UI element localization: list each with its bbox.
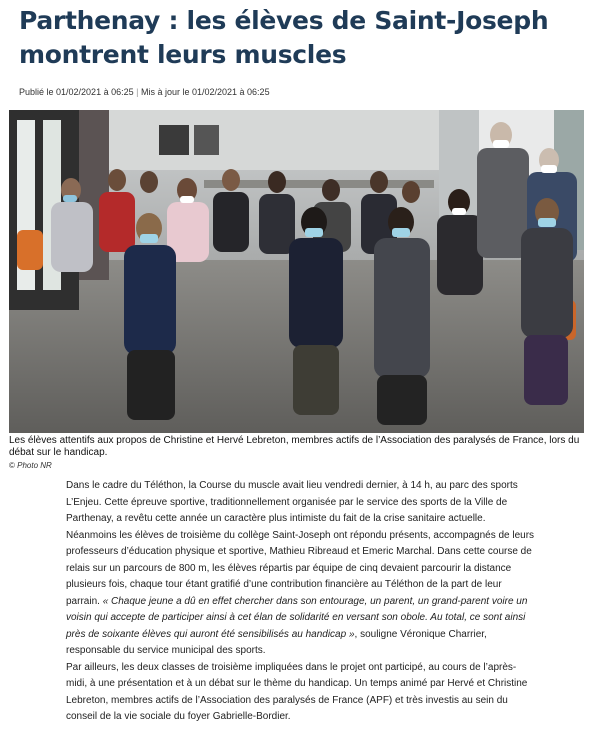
date-separator: | [136, 87, 139, 97]
article-body [66, 478, 536, 726]
photo-credit-text: Photo NR [17, 461, 52, 470]
updated-date: Mis à jour le 01/02/2021 à 06:25 [140, 87, 270, 97]
paragraph-1: Dans le cadre du Téléthon, la Course du muscle avait lieu vendredi dernier, à 14 h, au parc des sports L’Enjeu. Cette épreuve sportive, traditionnellement organisée par le service des sports de la Ville de Parthenay, a revêtu cette année un caractère plus intimiste du fait de la crise sanitaire actuelle. [66, 480, 518, 524]
paragraph-3: Par ailleurs, les deux classes de troisième impliquées dans le projet ont participé, au cours de l’après-midi, à une présentation et à un débat sur le thème du handicap. Un temps animé par Hervé et Christine Lebreton, membres actifs de l’Association des paralysés de France (APF) et très investis au sein du conseil de la vie sociale du foyer Gabrielle-Bordier. [66, 661, 528, 722]
article-dates [19, 87, 270, 97]
photo-caption: Les élèves attentifs aux propos de Christine et Hervé Lebreton, membres actifs de l’Association des paralysés de France, lors du débat sur le handicap. [9, 435, 580, 458]
paragraph-2-attribution: , souligne Véronique Charrier, responsable du service municipal des sports. [66, 628, 487, 656]
article-title: Parthenay : les élèves de Saint-Joseph montrent leurs muscles [19, 6, 549, 69]
article-photo [9, 110, 584, 433]
quote: « Chaque jeune a dû en effet chercher dans son entourage, un parent, un grand-parent voire un voisin qui accepte de participer ainsi à cet élan de solidarité en versant son obole. Au total, ce sont ainsi près de soixante élèves qui auront été sensibilisés au handicap » [66, 595, 528, 640]
photo-credit [9, 461, 52, 470]
copyright-symbol: © [9, 461, 15, 470]
published-date: Publié le 01/02/2021 à 06:25 [19, 87, 134, 97]
paragraph-2 [66, 528, 536, 660]
paragraph-2-intro: Néanmoins les élèves de troisième du collège Saint-Joseph ont répondu présents, accompagnés de leurs professeurs d’éducation physique et sportive, Mathieu Ribreaud et Emeric Marchal. Dans cette course de relais sur un parcours de 800 m, les élèves répartis par équipe de cinq devaient parcourir la distance plusieurs fois, chaque tour étant gratifié d’une contribution financière au Téléthon de la part de leur parrain. [66, 529, 535, 607]
students-photo-illustration [9, 110, 584, 433]
